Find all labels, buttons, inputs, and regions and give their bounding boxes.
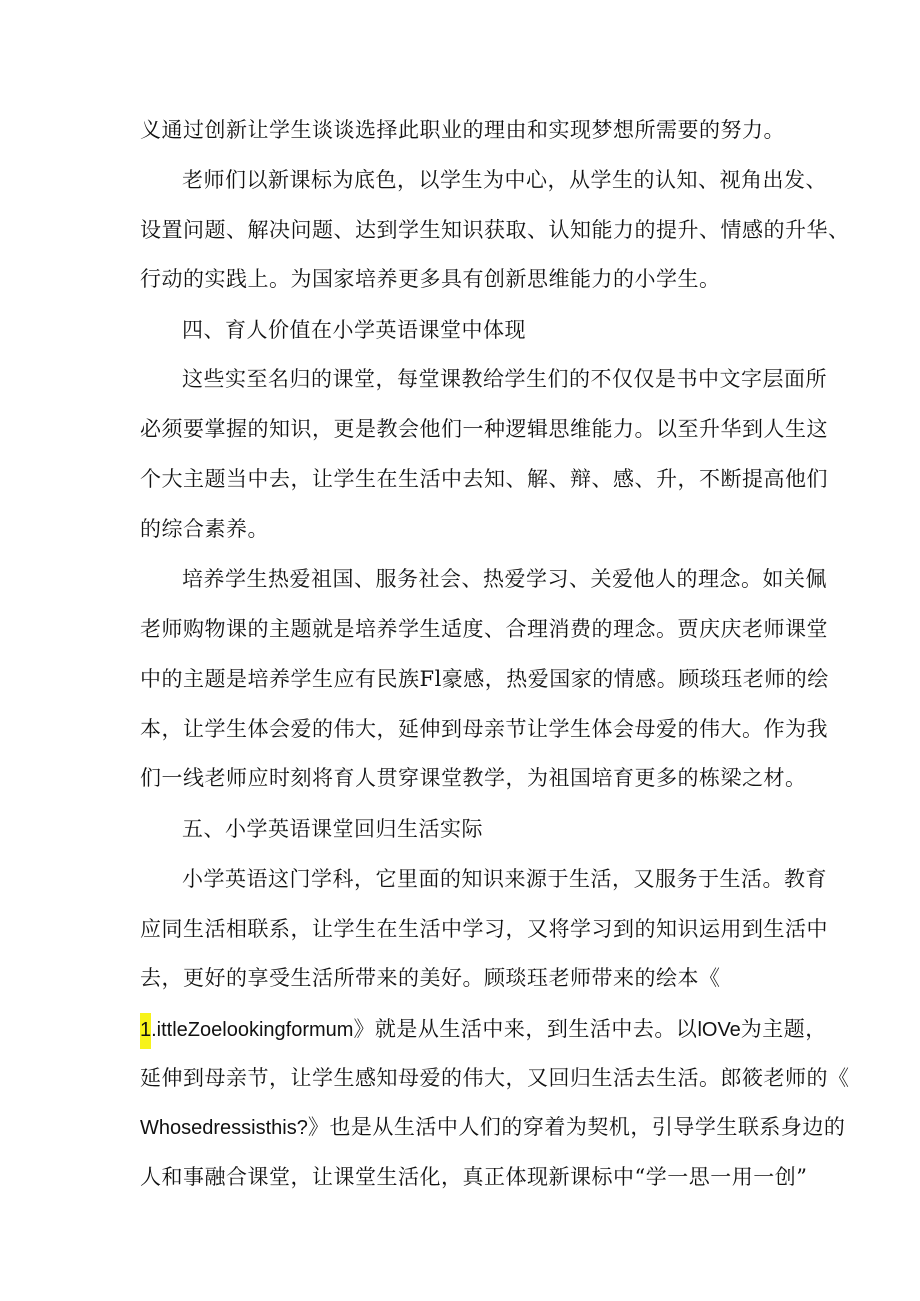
paragraph-line: 培养学生热爱祖国、服务社会、热爱学习、关爱他人的理念。如关佩 — [182, 567, 827, 591]
paragraph-line: 中的主题是培养学生应有民族Fl豪感，热爱国家的情感。顾琰珏老师的绘 — [140, 667, 829, 691]
paragraph-line: 这些实至名归的课堂，每堂课教给学生们的不仅仅是书中文字层面所 — [182, 367, 827, 391]
paragraph-line: 行动的实践上。为国家培养更多具有创新思维能力的小学生。 — [140, 267, 721, 291]
paragraph-line: 小学英语这门学科，它里面的知识来源于生活，又服务于生活。教育 — [182, 867, 827, 891]
section-heading: 五、小学英语课堂回归生活实际 — [182, 817, 483, 841]
paragraph-line: 延伸到母亲节，让学生感知母爱的伟大，又回归生活去生活。郎筱老师的《 — [140, 1066, 850, 1090]
paragraph-line: 老师们以新课标为底色，以学生为中心，从学生的认知、视角出发、 — [182, 168, 827, 192]
paragraph-line: 们一线老师应时刻将育人贯穿课堂教学，为祖国培育更多的栋梁之材。 — [140, 766, 807, 790]
paragraph-line: 设置问题、解决问题、达到学生知识获取、认知能力的提升、情感的升华、 — [140, 218, 850, 242]
section-heading: 四、育人价值在小学英语课堂中体现 — [182, 318, 526, 342]
highlighted-text: 1 — [140, 1013, 151, 1049]
inline-text: 为主题， — [740, 1017, 827, 1041]
book-title: .ittleZoelookingformum — [151, 1019, 354, 1041]
paragraph-line: 个大主题当中去，让学生在生活中去知、解、辩、感、升，不断提高他们 — [140, 467, 828, 491]
paragraph-line: 必须要掌握的知识，更是教会他们一种逻辑思维能力。以至升华到人生这 — [140, 417, 828, 441]
paragraph-line: 义通过创新让学生谈谈选择此职业的理由和实现梦想所需要的努力。 — [140, 118, 785, 142]
book-title: Whosedressisthis? — [140, 1117, 308, 1139]
paragraph-line: 本，让学生体会爱的伟大，延伸到母亲节让学生体会母爱的伟大。作为我 — [140, 717, 828, 741]
paragraph-line: 去，更好的享受生活所带来的美好。顾琰珏老师带来的绘本《 — [140, 966, 721, 990]
paragraph-line: 人和事融合课堂，让课堂生活化，真正体现新课标中“学一思一用一创” — [140, 1165, 808, 1189]
paragraph-line: 应同生活相联系，让学生在生活中学习，又将学习到的知识运用到生活中 — [140, 917, 828, 941]
paragraph-line — [140, 1112, 845, 1143]
inline-text: 》也是从生活中人们的穿着为契机，引导学生联系身边的 — [307, 1115, 846, 1139]
paragraph-line: 的综合素养。 — [140, 517, 269, 541]
paragraph-line: 老师购物课的主题就是培养学生适度、合理消费的理念。贾庆庆老师课堂 — [140, 617, 828, 641]
paragraph-line — [140, 1013, 827, 1049]
inline-text: 》就是从生活中来，到生活中去。以 — [353, 1017, 698, 1041]
inline-latin: lOVe — [697, 1019, 741, 1041]
